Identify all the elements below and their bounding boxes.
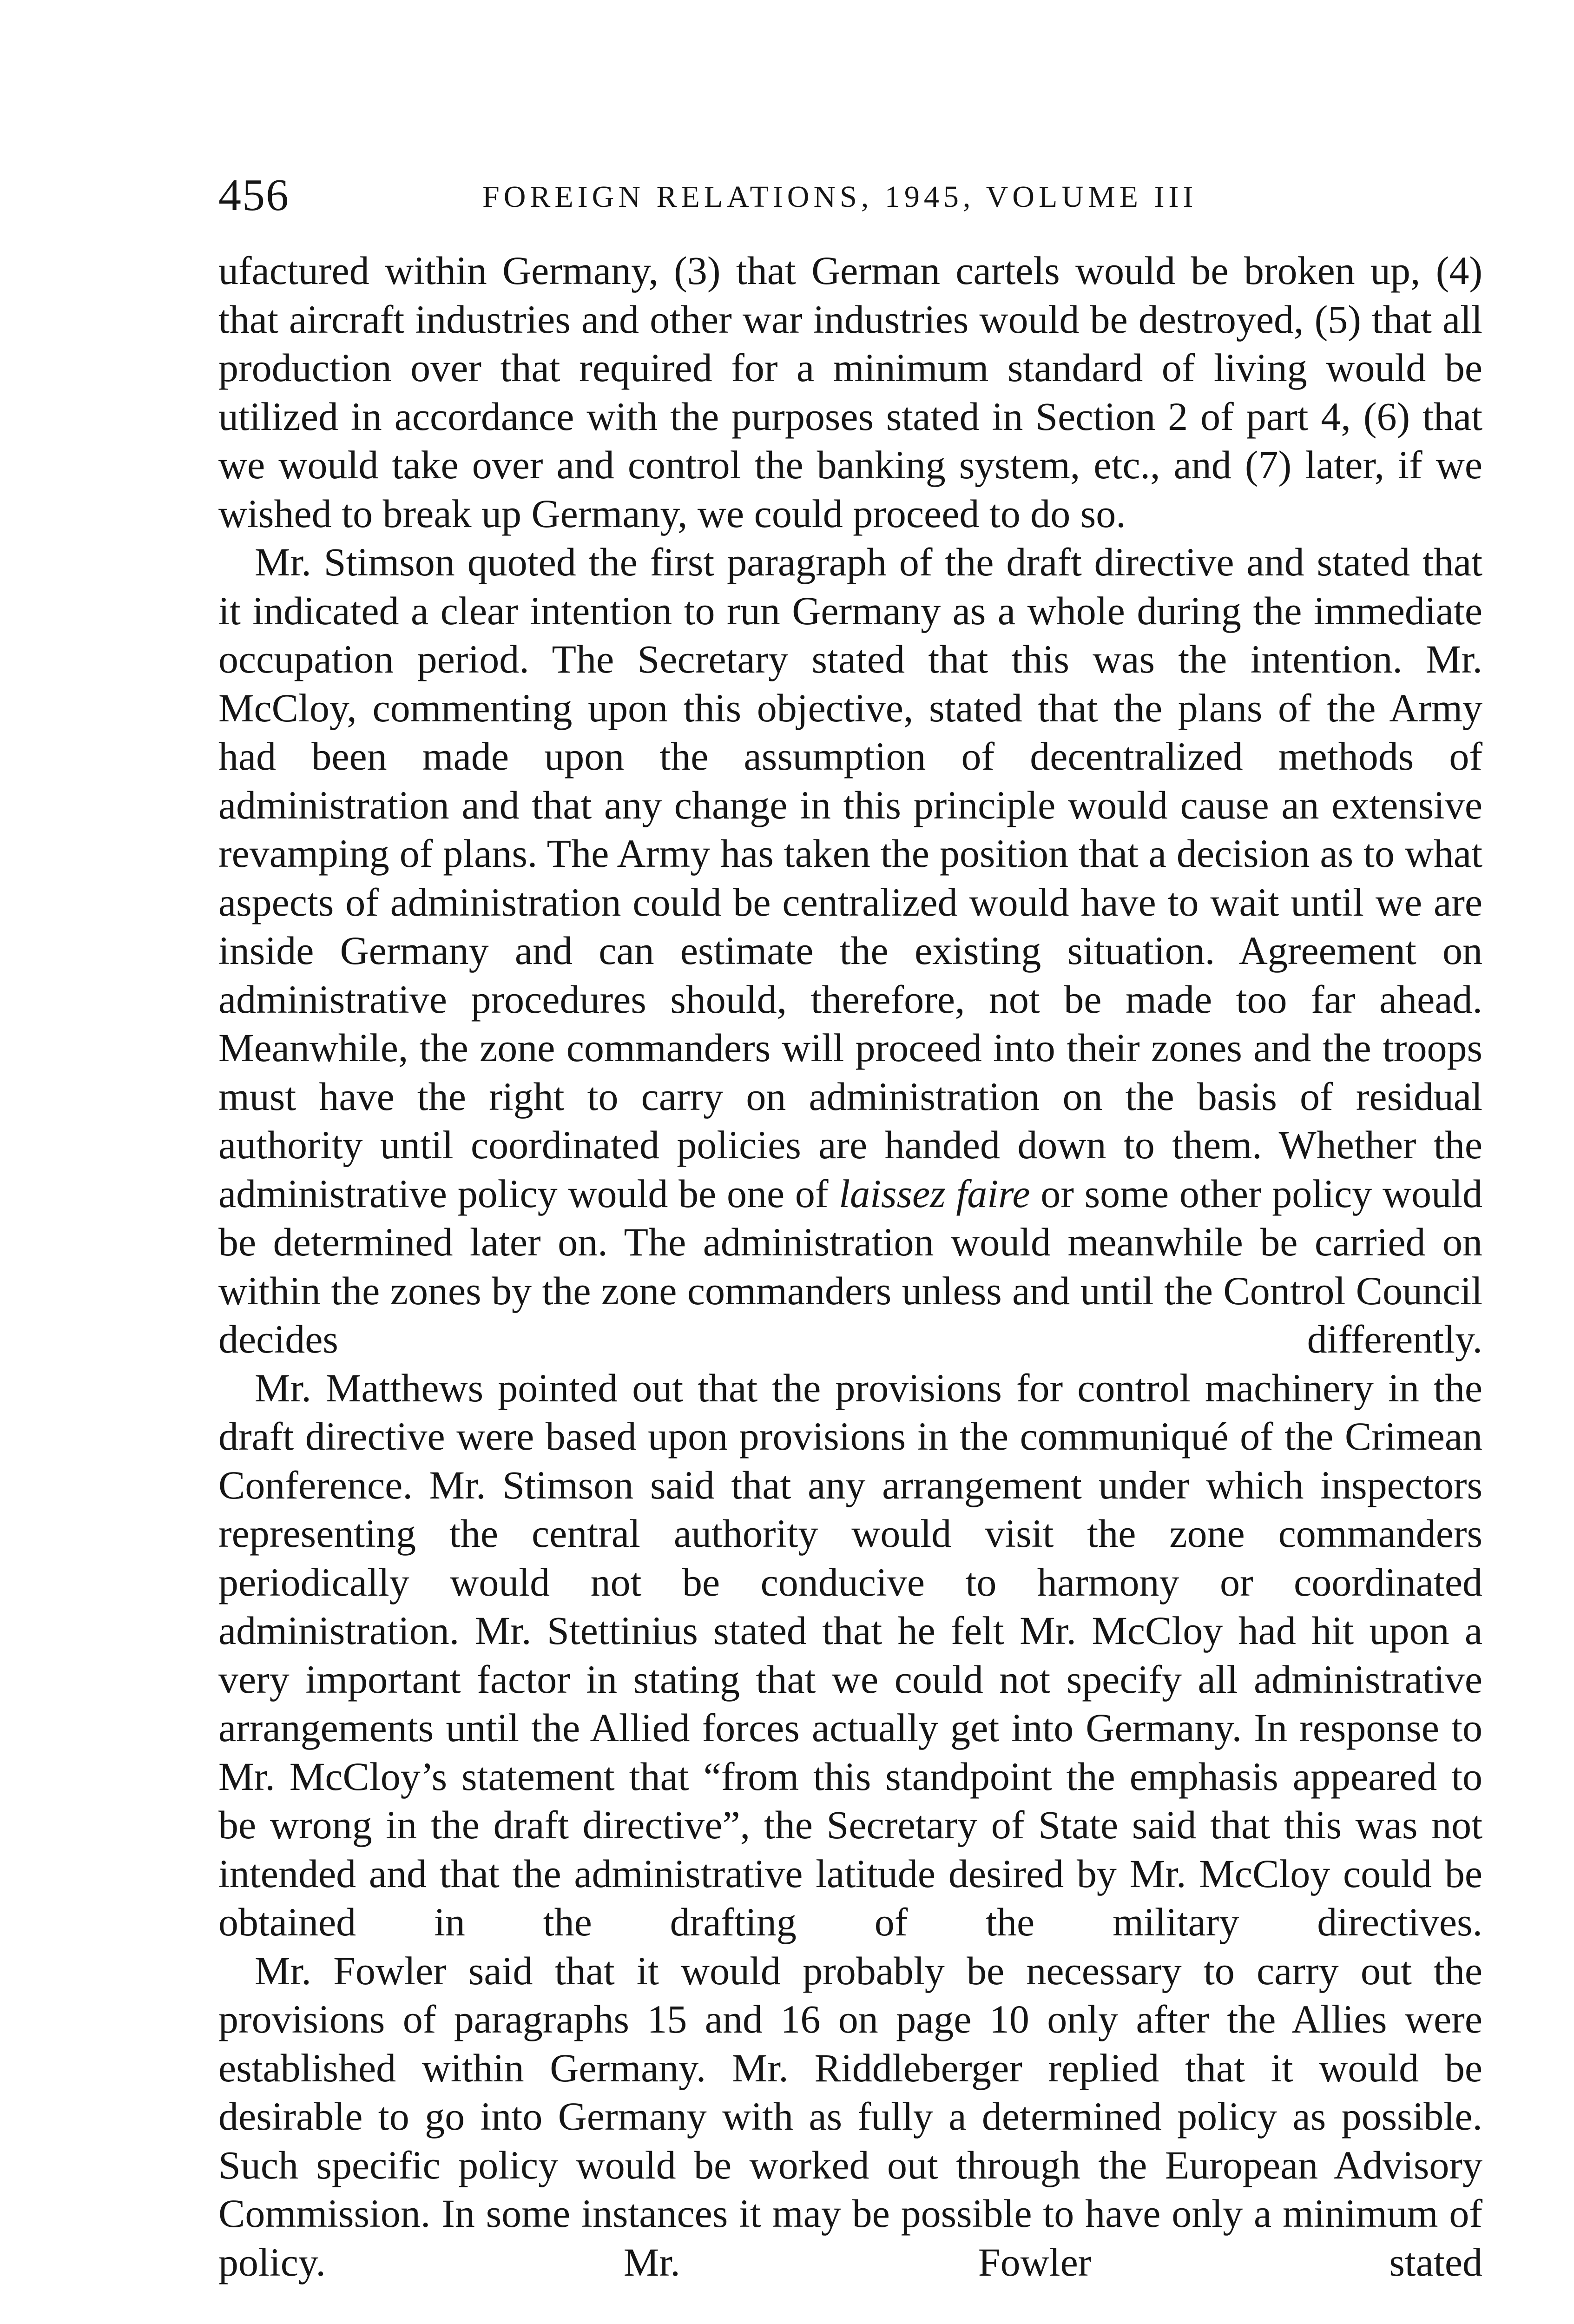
paragraph-continued	[218, 246, 1482, 538]
paragraph-stimson	[218, 538, 1482, 1364]
italic-phrase: laissez faire	[839, 1171, 1030, 1216]
page-number: 456	[218, 170, 290, 220]
paragraph-matthews	[218, 1364, 1482, 1947]
page-header	[218, 167, 1482, 223]
paragraph-fowler	[218, 1947, 1482, 2287]
paragraph-text: or some other policy would be determined later on. The administration would meanwhile be carried on within the zones by the zone commanders unless and until the Control Council decides differently.	[218, 1171, 1482, 1361]
running-title: FOREIGN RELATIONS, 1945, VOLUME III	[482, 180, 1198, 214]
body-text	[218, 246, 1482, 2286]
paragraph-text: Mr. Fowler said that it would probably be necessary to carry out the provisions of paragraphs 15 and 16 on page 10 only after the Allies were established within Germany. Mr. Riddleberger replied that it would be desirable to go into Germany with as fully a determined policy as possible. Such specific policy would be worked out through the European Advisory Commission. In some instances it may be possible to have only a minimum of policy. Mr. Fowler stated	[218, 1948, 1482, 2284]
paragraph-text: Mr. Matthews pointed out that the provisions for control machinery in the draft directive were based upon provisions in the communiqué of the Crimean Conference. Mr. Stimson said that any arrangement under which inspectors representing the central authority would visit the zone commanders periodically would not be conducive to harmony or coordinated administration. Mr. Stettinius stated that he felt Mr. McCloy had hit upon a very important factor in stating that we could not specify all administrative arrangements until the Allied forces actually get into Germany. In response to Mr. McCloy’s statement that “from this standpoint the emphasis appeared to be wrong in the draft directive”, the Secretary of State said that this was not intended and that the administrative latitude desired by Mr. McCloy could be obtained in the drafting of the military directives.	[218, 1365, 1482, 1944]
paragraph-text: Mr. Stimson quoted the first paragraph of the draft directive and stated that it indicated a clear intention to run Germany as a whole during the immediate occupation period. The Secretary stated that this was the intention. Mr. McCloy, commenting upon this objective, stated that the plans of the Army had been made upon the assumption of decentralized methods of administration and that any change in this principle would cause an extensive revamping of plans. The Army has taken the position that a decision as to what aspects of administration could be centralized would have to wait until we are inside Germany and can estimate the existing situation. Agreement on administrative procedures should, therefore, not be made too far ahead. Meanwhile, the zone commanders will proceed into their zones and the troops must have the right to carry on administration on the basis of residual authority until coordinated policies are handed down to them. Whether the administrative policy would be one of	[218, 540, 1482, 1216]
paragraph-text: ufactured within Germany, (3) that German cartels would be broken up, (4) that aircraft industries and other war industries would be destroyed, (5) that all production over that required for a minimum standard of living would be utilized in accordance with the purposes stated in Section 2 of part 4, (6) that we would take over and control the banking system, etc., and (7) later, if we wished to break up Germany, we could proceed to do so.	[218, 248, 1482, 536]
